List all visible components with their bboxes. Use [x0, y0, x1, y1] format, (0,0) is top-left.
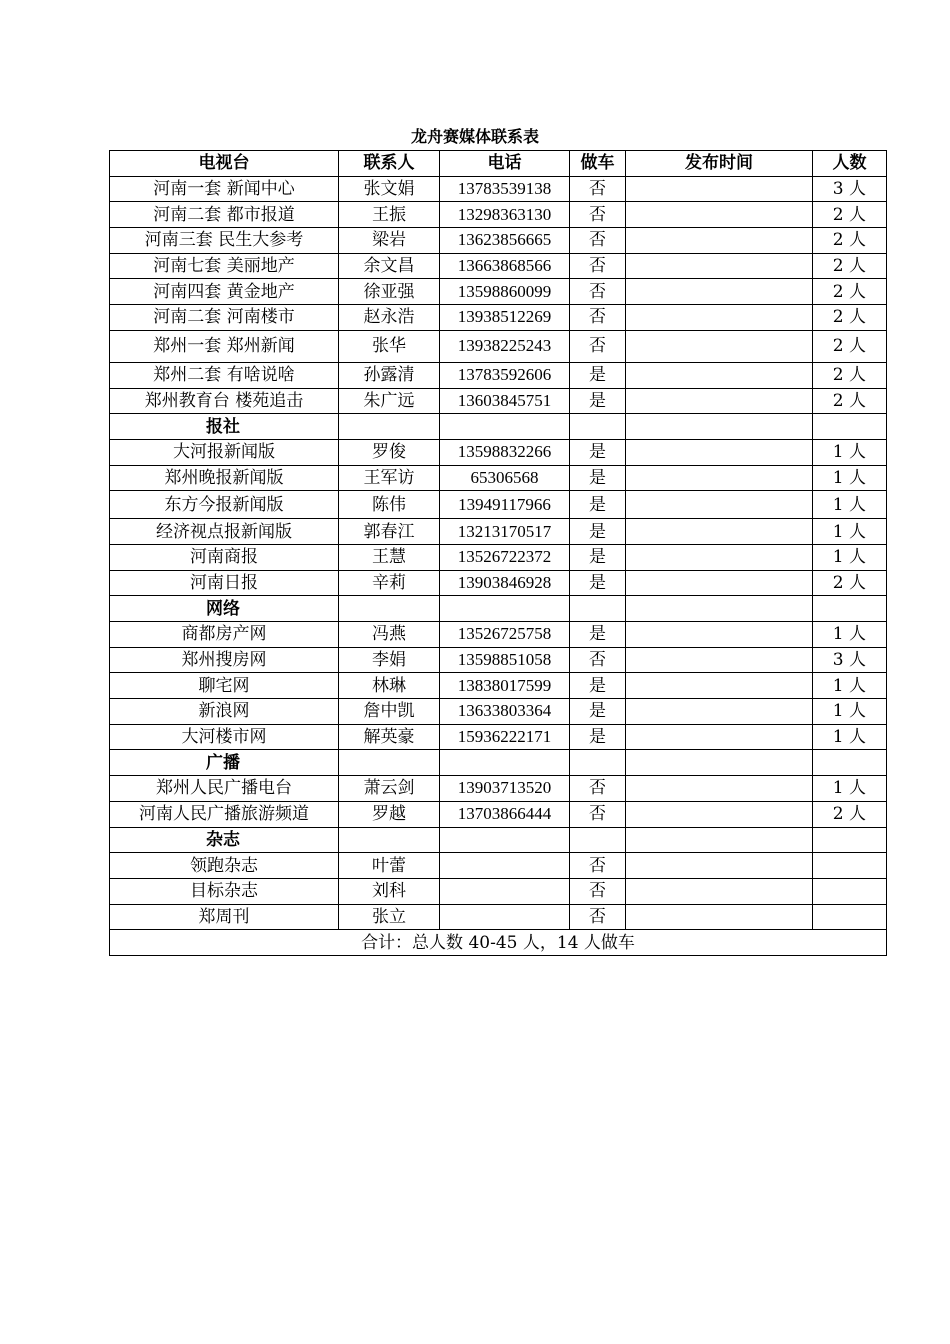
empty-cell: [339, 827, 440, 853]
header-station: 电视台: [110, 151, 339, 177]
phone-cell: 13526722372: [440, 544, 570, 570]
contact-cell: 李娟: [339, 647, 440, 673]
publish-time-cell: [626, 279, 813, 305]
publish-time-cell: [626, 330, 813, 362]
empty-cell: [626, 596, 813, 622]
count-cell: [813, 878, 887, 904]
count-cell: 1 人: [813, 724, 887, 750]
table-row: [110, 362, 887, 388]
car-cell: 是: [570, 465, 626, 491]
section-title: 广播: [110, 750, 339, 776]
media-name-cell: 郑州人民广播电台: [110, 776, 339, 802]
table-row: [110, 519, 887, 545]
car-cell: 是: [570, 544, 626, 570]
media-name-cell: 郑州晚报新闻版: [110, 465, 339, 491]
car-cell: 是: [570, 673, 626, 699]
count-cell: 2 人: [813, 279, 887, 305]
media-name-cell: 新浪网: [110, 699, 339, 725]
table-row: [110, 904, 887, 930]
table-row: [110, 465, 887, 491]
count-cell: 2 人: [813, 362, 887, 388]
car-cell: 是: [570, 362, 626, 388]
empty-cell: [570, 750, 626, 776]
publish-time-cell: [626, 388, 813, 414]
publish-time-cell: [626, 519, 813, 545]
table-row: [110, 673, 887, 699]
empty-cell: [339, 596, 440, 622]
publish-time-cell: [626, 853, 813, 879]
publish-time-cell: [626, 878, 813, 904]
count-cell: 3 人: [813, 176, 887, 202]
empty-cell: [626, 827, 813, 853]
media-contact-table: [109, 150, 887, 956]
phone-cell: 13633803364: [440, 699, 570, 725]
car-cell: 否: [570, 228, 626, 254]
phone-cell: 13949117966: [440, 491, 570, 519]
car-cell: 否: [570, 853, 626, 879]
table-row: [110, 570, 887, 596]
contact-cell: 冯燕: [339, 622, 440, 648]
phone-cell: 13903846928: [440, 570, 570, 596]
empty-cell: [626, 414, 813, 440]
contact-cell: 余文昌: [339, 253, 440, 279]
media-name-cell: 河南二套 都市报道: [110, 202, 339, 228]
media-name-cell: 河南四套 黄金地产: [110, 279, 339, 305]
media-name-cell: 领跑杂志: [110, 853, 339, 879]
car-cell: 是: [570, 519, 626, 545]
publish-time-cell: [626, 776, 813, 802]
publish-time-cell: [626, 228, 813, 254]
contact-cell: 郭春江: [339, 519, 440, 545]
table-row: [110, 228, 887, 254]
count-cell: 2 人: [813, 388, 887, 414]
phone-cell: [440, 878, 570, 904]
header-row: [110, 151, 887, 177]
total-summary: 合计：总人数 40-45 人，14 人做车: [110, 930, 887, 956]
table-row: [110, 724, 887, 750]
table-row: [110, 439, 887, 465]
publish-time-cell: [626, 570, 813, 596]
count-cell: 1 人: [813, 673, 887, 699]
table-row: [110, 878, 887, 904]
car-cell: 否: [570, 647, 626, 673]
count-cell: 2 人: [813, 570, 887, 596]
contact-cell: 解英豪: [339, 724, 440, 750]
count-cell: 2 人: [813, 253, 887, 279]
header-contact: 联系人: [339, 151, 440, 177]
count-cell: 1 人: [813, 439, 887, 465]
car-cell: 否: [570, 202, 626, 228]
car-cell: 否: [570, 801, 626, 827]
publish-time-cell: [626, 439, 813, 465]
header-publish-time: 发布时间: [626, 151, 813, 177]
empty-cell: [440, 596, 570, 622]
phone-cell: [440, 853, 570, 879]
count-cell: [813, 853, 887, 879]
phone-cell: 13598851058: [440, 647, 570, 673]
table-row: [110, 647, 887, 673]
publish-time-cell: [626, 544, 813, 570]
table-row: [110, 699, 887, 725]
media-name-cell: 河南二套 河南楼市: [110, 305, 339, 331]
contact-cell: 王振: [339, 202, 440, 228]
count-cell: 3 人: [813, 647, 887, 673]
header-phone: 电话: [440, 151, 570, 177]
section-row-radio: [110, 750, 887, 776]
section-title: 网络: [110, 596, 339, 622]
section-row-magazine: [110, 827, 887, 853]
publish-time-cell: [626, 904, 813, 930]
media-name-cell: 郑州一套 郑州新闻: [110, 330, 339, 362]
media-name-cell: 河南七套 美丽地产: [110, 253, 339, 279]
car-cell: 否: [570, 305, 626, 331]
phone-cell: 13783539138: [440, 176, 570, 202]
empty-cell: [570, 827, 626, 853]
phone-cell: 13213170517: [440, 519, 570, 545]
contact-cell: 陈伟: [339, 491, 440, 519]
car-cell: 否: [570, 904, 626, 930]
media-name-cell: 郑州搜房网: [110, 647, 339, 673]
count-cell: 1 人: [813, 776, 887, 802]
phone-cell: 13598832266: [440, 439, 570, 465]
empty-cell: [339, 414, 440, 440]
media-name-cell: 东方今报新闻版: [110, 491, 339, 519]
car-cell: 是: [570, 570, 626, 596]
page-title: 龙舟赛媒体联系表: [410, 127, 539, 146]
media-name-cell: 大河楼市网: [110, 724, 339, 750]
publish-time-cell: [626, 801, 813, 827]
publish-time-cell: [626, 622, 813, 648]
contact-cell: 刘科: [339, 878, 440, 904]
contact-cell: 孙露清: [339, 362, 440, 388]
table-row: [110, 330, 887, 362]
contact-cell: 赵永浩: [339, 305, 440, 331]
publish-time-cell: [626, 202, 813, 228]
contact-cell: 詹中凯: [339, 699, 440, 725]
empty-cell: [813, 414, 887, 440]
car-cell: 否: [570, 878, 626, 904]
header-car: 做车: [570, 151, 626, 177]
empty-cell: [440, 414, 570, 440]
count-cell: 1 人: [813, 465, 887, 491]
count-cell: 1 人: [813, 544, 887, 570]
count-cell: 1 人: [813, 519, 887, 545]
phone-cell: 15936222171: [440, 724, 570, 750]
car-cell: 是: [570, 622, 626, 648]
count-cell: 2 人: [813, 330, 887, 362]
phone-cell: 13783592606: [440, 362, 570, 388]
publish-time-cell: [626, 465, 813, 491]
car-cell: 否: [570, 776, 626, 802]
publish-time-cell: [626, 305, 813, 331]
media-name-cell: 聊宅网: [110, 673, 339, 699]
contact-cell: 张华: [339, 330, 440, 362]
media-name-cell: 郑州二套 有啥说啥: [110, 362, 339, 388]
table-row: [110, 544, 887, 570]
car-cell: 是: [570, 724, 626, 750]
count-cell: 2 人: [813, 801, 887, 827]
publish-time-cell: [626, 491, 813, 519]
table-row: [110, 801, 887, 827]
contact-cell: 罗越: [339, 801, 440, 827]
car-cell: 是: [570, 439, 626, 465]
table-row: [110, 776, 887, 802]
table-row: [110, 253, 887, 279]
media-name-cell: 河南一套 新闻中心: [110, 176, 339, 202]
contact-cell: 张立: [339, 904, 440, 930]
empty-cell: [570, 414, 626, 440]
car-cell: 是: [570, 388, 626, 414]
empty-cell: [813, 750, 887, 776]
media-name-cell: 大河报新闻版: [110, 439, 339, 465]
media-name-cell: 目标杂志: [110, 878, 339, 904]
count-cell: [813, 904, 887, 930]
phone-cell: 13838017599: [440, 673, 570, 699]
table-row: [110, 305, 887, 331]
media-name-cell: 商都房产网: [110, 622, 339, 648]
section-row-network: [110, 596, 887, 622]
count-cell: 1 人: [813, 699, 887, 725]
car-cell: 是: [570, 699, 626, 725]
table-row: [110, 202, 887, 228]
contact-cell: 辛莉: [339, 570, 440, 596]
publish-time-cell: [626, 724, 813, 750]
phone-cell: 13298363130: [440, 202, 570, 228]
count-cell: 2 人: [813, 202, 887, 228]
publish-time-cell: [626, 699, 813, 725]
media-name-cell: 经济视点报新闻版: [110, 519, 339, 545]
empty-cell: [570, 596, 626, 622]
phone-cell: 13903713520: [440, 776, 570, 802]
phone-cell: 13938512269: [440, 305, 570, 331]
table-row: [110, 622, 887, 648]
table-row: [110, 853, 887, 879]
count-cell: 2 人: [813, 228, 887, 254]
table-row: [110, 279, 887, 305]
car-cell: 否: [570, 279, 626, 305]
phone-cell: 65306568: [440, 465, 570, 491]
media-name-cell: 郑周刊: [110, 904, 339, 930]
empty-cell: [440, 750, 570, 776]
contact-cell: 林琳: [339, 673, 440, 699]
media-name-cell: 郑州教育台 楼苑追击: [110, 388, 339, 414]
contact-cell: 张文娟: [339, 176, 440, 202]
media-name-cell: 河南商报: [110, 544, 339, 570]
contact-cell: 王慧: [339, 544, 440, 570]
contact-cell: 朱广远: [339, 388, 440, 414]
count-cell: 1 人: [813, 622, 887, 648]
count-cell: 1 人: [813, 491, 887, 519]
car-cell: 否: [570, 330, 626, 362]
media-name-cell: 河南人民广播旅游频道: [110, 801, 339, 827]
contact-cell: 梁岩: [339, 228, 440, 254]
section-row-newspaper: [110, 414, 887, 440]
empty-cell: [339, 750, 440, 776]
phone-cell: 13938225243: [440, 330, 570, 362]
car-cell: 是: [570, 491, 626, 519]
table-row: [110, 388, 887, 414]
empty-cell: [813, 827, 887, 853]
phone-cell: 13703866444: [440, 801, 570, 827]
contact-cell: 罗俊: [339, 439, 440, 465]
empty-cell: [626, 750, 813, 776]
count-cell: 2 人: [813, 305, 887, 331]
phone-cell: 13663868566: [440, 253, 570, 279]
section-title: 报社: [110, 414, 339, 440]
phone-cell: 13623856665: [440, 228, 570, 254]
phone-cell: 13526725758: [440, 622, 570, 648]
phone-cell: 13603845751: [440, 388, 570, 414]
section-title: 杂志: [110, 827, 339, 853]
table-row: [110, 491, 887, 519]
car-cell: 否: [570, 176, 626, 202]
contact-cell: 萧云剑: [339, 776, 440, 802]
publish-time-cell: [626, 362, 813, 388]
publish-time-cell: [626, 647, 813, 673]
publish-time-cell: [626, 253, 813, 279]
publish-time-cell: [626, 176, 813, 202]
empty-cell: [440, 827, 570, 853]
contact-cell: 王军访: [339, 465, 440, 491]
header-count: 人数: [813, 151, 887, 177]
phone-cell: [440, 904, 570, 930]
empty-cell: [813, 596, 887, 622]
media-name-cell: 河南三套 民生大参考: [110, 228, 339, 254]
car-cell: 否: [570, 253, 626, 279]
contact-cell: 徐亚强: [339, 279, 440, 305]
table-row: [110, 176, 887, 202]
total-row: [110, 930, 887, 956]
media-name-cell: 河南日报: [110, 570, 339, 596]
contact-cell: 叶蕾: [339, 853, 440, 879]
phone-cell: 13598860099: [440, 279, 570, 305]
publish-time-cell: [626, 673, 813, 699]
